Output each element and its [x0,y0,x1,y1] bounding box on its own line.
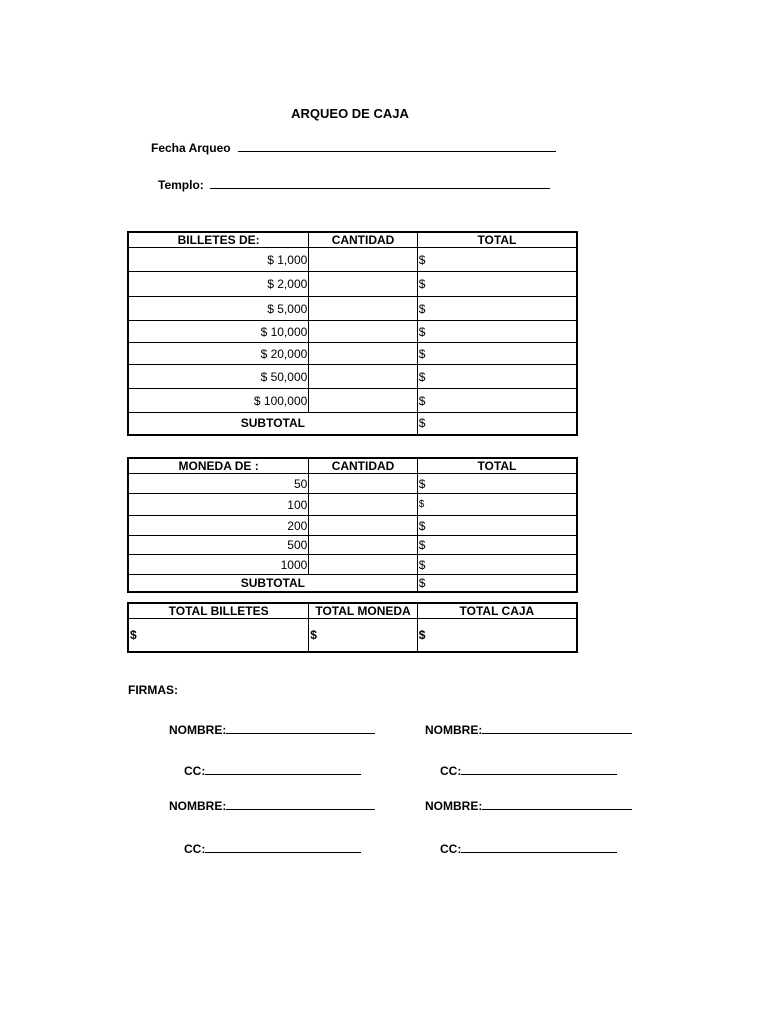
table-row [128,536,577,555]
firma-cc-1 [184,764,361,778]
billetes-subtotal-row [128,413,577,435]
billete-cantidad-cell[interactable] [309,343,417,365]
nombre-label: NOMBRE: [425,799,483,813]
table-row [128,365,577,389]
nombre-input-line[interactable] [226,799,375,810]
cc-label: CC: [184,764,206,778]
nombre-label: NOMBRE: [169,723,227,737]
firma-cc-4 [440,842,617,856]
cc-input-line[interactable] [205,764,361,775]
firma-nombre-4 [425,799,632,813]
templo-field [158,178,550,192]
billete-cantidad-cell[interactable] [309,389,417,413]
billete-total-cell[interactable]: $ [417,365,577,389]
monedas-header-total: TOTAL [417,458,577,474]
billete-denominacion: $ 1,000 [128,248,309,272]
table-row [128,248,577,272]
page-title: ARQUEO DE CAJA [291,106,409,121]
nombre-label: NOMBRE: [169,799,227,813]
moneda-total-cell[interactable]: $ [417,555,577,575]
billete-denominacion: $ 50,000 [128,365,309,389]
billete-denominacion: $ 10,000 [128,321,309,343]
billete-cantidad-cell[interactable] [309,321,417,343]
billete-total-cell[interactable]: $ [417,272,577,297]
billete-denominacion: $ 100,000 [128,389,309,413]
moneda-cantidad-cell[interactable] [309,555,417,575]
moneda-denominacion: 50 [128,474,309,494]
billetes-subtotal-label: SUBTOTAL [128,413,417,435]
firma-nombre-1 [169,723,375,737]
fecha-arqueo-label: Fecha Arqueo [151,141,231,155]
total-moneda-cell[interactable]: $ [309,619,417,652]
monedas-subtotal-row [128,575,577,592]
billete-total-cell[interactable]: $ [417,321,577,343]
templo-label: Templo: [158,178,204,192]
table-row [128,494,577,516]
table-row [128,389,577,413]
fecha-arqueo-input-line[interactable] [238,141,556,152]
nombre-input-line[interactable] [482,723,632,734]
moneda-cantidad-cell[interactable] [309,474,417,494]
billetes-header-total: TOTAL [417,232,577,248]
billete-denominacion: $ 5,000 [128,297,309,321]
billete-total-cell[interactable]: $ [417,297,577,321]
totales-header-billetes: TOTAL BILLETES [128,603,309,619]
moneda-cantidad-cell[interactable] [309,516,417,536]
billetes-header-denominacion: BILLETES DE: [128,232,309,248]
table-row [128,516,577,536]
billete-total-cell[interactable]: $ [417,343,577,365]
nombre-input-line[interactable] [226,723,375,734]
billete-cantidad-cell[interactable] [309,248,417,272]
table-row [128,343,577,365]
monedas-subtotal-label: SUBTOTAL [128,575,417,592]
totales-header-moneda: TOTAL MONEDA [309,603,417,619]
monedas-header-row [128,458,577,474]
cc-label: CC: [440,764,462,778]
billete-cantidad-cell[interactable] [309,272,417,297]
firma-cc-2 [440,764,617,778]
totales-table [127,602,578,653]
firmas-label: FIRMAS: [128,683,178,697]
totales-header-caja: TOTAL CAJA [417,603,577,619]
billetes-subtotal-cell[interactable]: $ [417,413,577,435]
total-billetes-cell[interactable]: $ [128,619,309,652]
moneda-cantidad-cell[interactable] [309,536,417,555]
billete-cantidad-cell[interactable] [309,297,417,321]
billete-denominacion: $ 20,000 [128,343,309,365]
billete-cantidad-cell[interactable] [309,365,417,389]
monedas-subtotal-cell[interactable]: $ [417,575,577,592]
moneda-denominacion: 1000 [128,555,309,575]
cc-label: CC: [184,842,206,856]
monedas-header-cantidad: CANTIDAD [309,458,417,474]
billetes-header-row [128,232,577,248]
totales-values-row [128,619,577,652]
cc-input-line[interactable] [461,764,617,775]
billetes-header-cantidad: CANTIDAD [309,232,417,248]
nombre-input-line[interactable] [482,799,632,810]
monedas-table [127,457,578,593]
moneda-total-cell[interactable]: $ [417,516,577,536]
firma-nombre-2 [425,723,632,737]
nombre-label: NOMBRE: [425,723,483,737]
table-row [128,272,577,297]
moneda-denominacion: 500 [128,536,309,555]
totales-header-row [128,603,577,619]
moneda-denominacion: 100 [128,494,309,516]
fecha-arqueo-field [151,141,556,155]
cc-input-line[interactable] [205,842,361,853]
table-row [128,474,577,494]
billete-total-cell[interactable]: $ [417,248,577,272]
monedas-header-denominacion: MONEDA DE : [128,458,309,474]
billete-total-cell[interactable]: $ [417,389,577,413]
moneda-denominacion: 200 [128,516,309,536]
templo-input-line[interactable] [210,178,550,189]
firma-cc-3 [184,842,361,856]
moneda-cantidad-cell[interactable] [309,494,417,516]
cc-label: CC: [440,842,462,856]
billetes-table [127,231,578,436]
billete-denominacion: $ 2,000 [128,272,309,297]
table-row [128,297,577,321]
moneda-total-cell[interactable]: $ [417,474,577,494]
cc-input-line[interactable] [461,842,617,853]
firma-nombre-3 [169,799,375,813]
table-row [128,321,577,343]
total-caja-cell[interactable]: $ [417,619,577,652]
moneda-total-cell[interactable]: $ [417,536,577,555]
table-row [128,555,577,575]
moneda-total-cell[interactable]: $ [417,494,577,516]
